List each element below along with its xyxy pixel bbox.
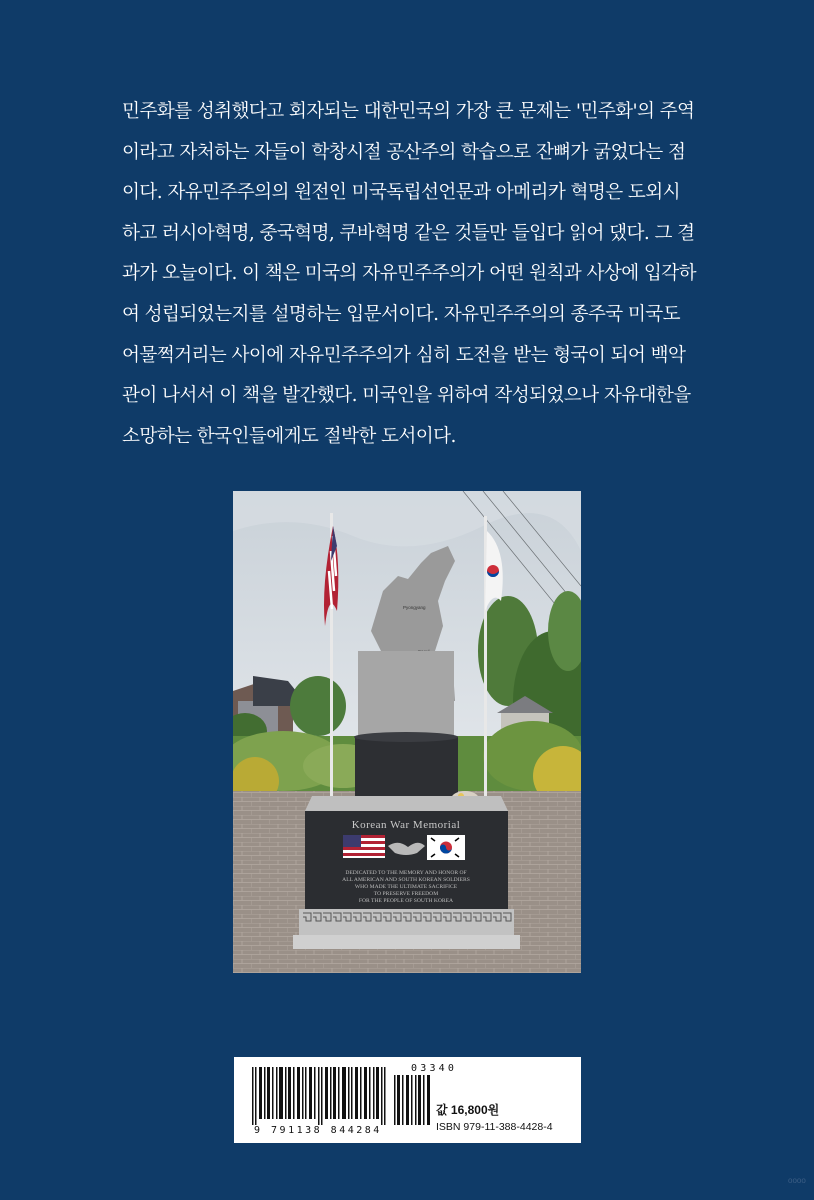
barcode-digits: 9 791138 844284: [254, 1125, 382, 1136]
inscription-line: ALL AMERICAN AND SOUTH KOREAN SOLDIERS: [342, 877, 470, 883]
us-flag-icon: [343, 835, 385, 858]
isbn-number: ISBN 979-11-388-4428-4: [436, 1121, 553, 1133]
map-label-pyongyang: Pyongyang: [403, 605, 426, 610]
blurb-line: 소망하는 한국인들에게도 절박한 도서이다.: [122, 425, 456, 447]
barcode-bars: [252, 1067, 432, 1125]
blurb-line: 관이 나서서 이 책을 발간했다. 미국인을 위하여 작성되었으나 자유대한을: [122, 385, 691, 407]
memorial-photo: [233, 491, 581, 973]
inscription-line: FOR THE PEOPLE OF SOUTH KOREA: [358, 898, 454, 904]
memorial-inscription: [342, 870, 470, 904]
blurb-line: 여 성립되었는지를 설명하는 입문서이다. 자유민주주의의 종주국 미국도: [122, 303, 681, 325]
corner-mark: oooo: [788, 1176, 806, 1185]
inscription-line: TO PRESERVE FREEDOM: [373, 891, 439, 897]
blurb-line: 하고 러시아혁명, 중국혁명, 쿠바혁명 같은 것들만 들입다 읽어 댔다. 그 결: [122, 222, 695, 244]
memorial-title: Korean War Memorial: [351, 819, 461, 831]
price: 값 16,800원: [436, 1103, 500, 1117]
blurb-line: 민주화를 성취했다고 회자되는 대한민국의 가장 큰 문제는 '민주화'의 주역: [122, 101, 695, 122]
blurb-line: 이다. 자유민주주의의 원전인 미국독립선언문과 아메리카 혁명은 도외시: [122, 182, 681, 204]
barcode-label: [234, 1057, 581, 1143]
inscription-line: DEDICATED TO THE MEMORY AND HONOR OF: [345, 870, 467, 876]
blurb-line: 과가 오늘이다. 이 책은 미국의 자유민주주의가 어떤 원칙과 사상에 입각하: [122, 263, 696, 285]
korea-flag-icon: [427, 835, 465, 860]
blurb-line: 이라고 자처하는 자들이 학창시절 공산주의 학습으로 잔뼈가 굵었다는 점: [122, 141, 686, 163]
blurb-line: 어물쩍거리는 사이에 자유민주주의가 심히 도전을 받는 형국이 되어 백악: [122, 344, 686, 366]
blurb-text: [122, 92, 702, 457]
addon-number: 03340: [411, 1063, 458, 1074]
inscription-line: WHO MADE THE ULTIMATE SACRIFICE: [354, 884, 458, 890]
